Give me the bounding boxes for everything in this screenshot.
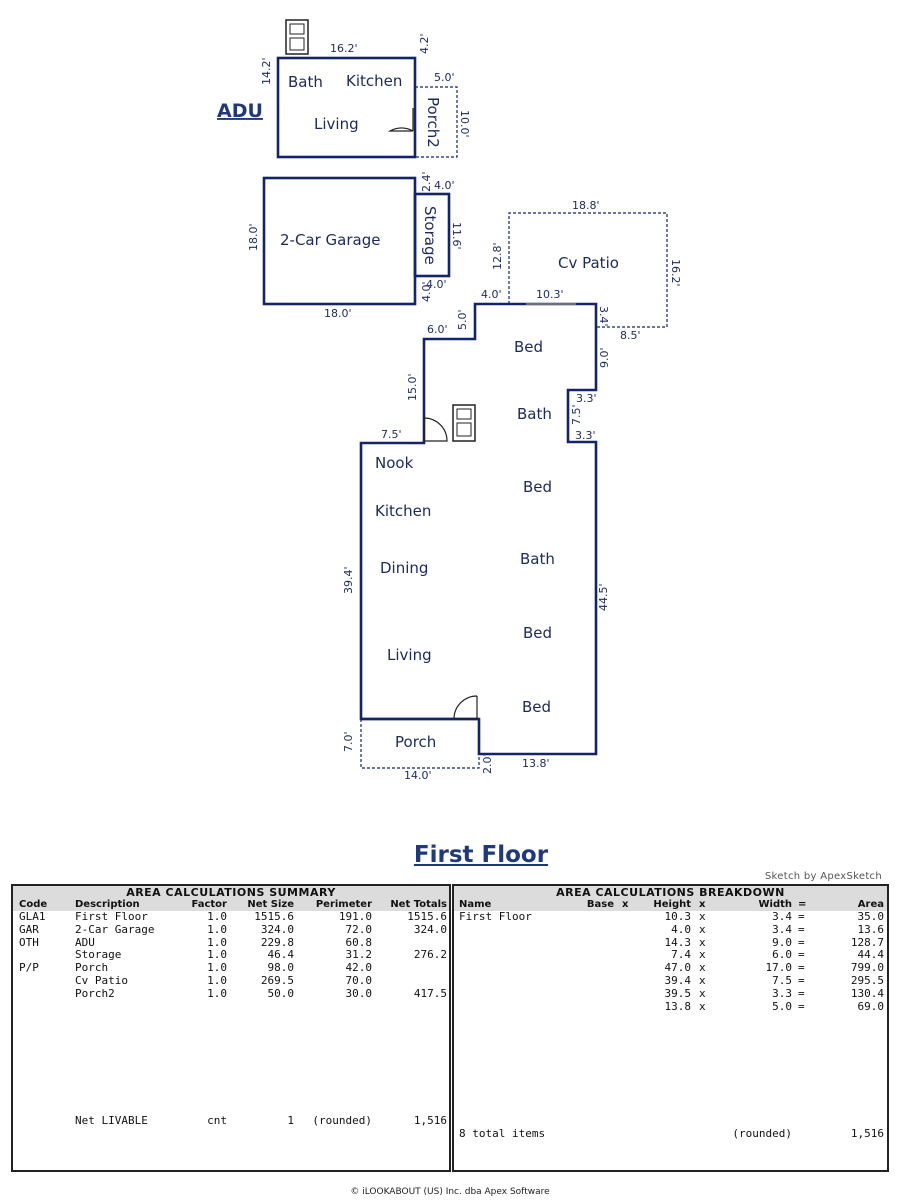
dim-patio-top: 18.8' <box>572 199 600 212</box>
net-livable-count: 1 <box>287 1114 294 1127</box>
breakdown-cell-eq: = <box>798 922 805 936</box>
bed1-label: Bed <box>514 338 544 356</box>
breakdown-cell-area: 295.5 <box>850 973 884 987</box>
dim-patio-right: 16.2' <box>669 259 682 287</box>
dim-porch-side: 7.0' <box>342 731 355 752</box>
dim-porch2-side: 10.0' <box>458 110 471 138</box>
adu-door-icon <box>390 108 413 131</box>
adu-living-label: Living <box>314 115 359 133</box>
breakdown-col-base: Base <box>586 899 614 910</box>
summary-cell-description: Storage <box>75 948 122 962</box>
summary-row <box>13 988 449 1001</box>
summary-cell-description: Porch <box>75 961 109 975</box>
garage-label: 2-Car Garage <box>280 231 381 249</box>
summary-cell-net-size: 269.5 <box>260 973 294 987</box>
breakdown-cell-area: 44.4 <box>857 948 884 962</box>
summary-cell-description: 2-Car Garage <box>75 922 155 936</box>
dim-adu-left: 14.2' <box>260 57 273 85</box>
dim-right-long: 44.5' <box>597 583 610 611</box>
breakdown-cell-height: 7.4 <box>671 948 691 962</box>
sketch-credit: Sketch by ApexSketch <box>764 871 882 882</box>
breakdown-cell-name: First Floor <box>459 910 532 923</box>
breakdown-cell-width: 3.4 <box>772 922 792 936</box>
adu-bath-label: Bath <box>288 73 323 91</box>
copyright-footer: © iLOOKABOUT (US) Inc. dba Apex Software <box>350 1187 550 1197</box>
dim-right-9: 9.0' <box>598 347 611 368</box>
kitchen-label: Kitchen <box>375 502 432 520</box>
summary-cell-factor: 1.0 <box>207 973 227 987</box>
summary-col-description: Description <box>75 899 140 910</box>
breakdown-cell-area: 130.4 <box>850 986 884 1000</box>
total-value: 1,516 <box>850 1127 884 1140</box>
dim-storage-side: 11.6' <box>450 222 463 250</box>
summary-col-net-totals: Net Totals <box>390 899 447 910</box>
breakdown-cell-width: 5.0 <box>772 999 792 1013</box>
breakdown-cell-area: 35.0 <box>857 910 884 923</box>
bed3-label: Bed <box>523 624 553 642</box>
dim-porch-bottom: 14.0' <box>404 769 432 782</box>
breakdown-row <box>454 975 887 988</box>
summary-cell-net-size: 98.0 <box>267 961 294 975</box>
dim-porch-step: 2.0' <box>481 753 494 774</box>
summary-row <box>13 975 449 988</box>
dim-bath-bottom: 3.3' <box>575 429 596 442</box>
bath1-label: Bath <box>517 405 552 423</box>
adu-kitchen-label: Kitchen <box>346 72 403 90</box>
dim-bottom-right: 13.8' <box>522 757 550 770</box>
dim-garage-bottom: 18.0' <box>324 307 352 320</box>
breakdown-cell-height: 13.8 <box>664 999 691 1013</box>
bed2-label: Bed <box>523 478 553 496</box>
summary-cell-perimeter: 70.0 <box>345 973 372 987</box>
dim-adu-right-small: 4.2' <box>418 33 431 54</box>
breakdown-cell-x: x <box>699 910 706 923</box>
dim-house-top-left: 4.0' <box>481 288 502 301</box>
breakdown-cell-eq: = <box>798 986 805 1000</box>
breakdown-total-row <box>454 1127 887 1141</box>
living-label: Living <box>387 646 432 664</box>
summary-row <box>13 924 449 937</box>
dim-nook-top: 7.5' <box>381 428 402 441</box>
breakdown-cell-x: x <box>699 922 706 936</box>
washer-dryer-icon <box>286 20 308 54</box>
cv-patio-label: Cv Patio <box>558 254 619 272</box>
breakdown-cell-height: 39.4 <box>664 973 691 987</box>
dim-wall-15: 15.0' <box>406 373 419 401</box>
breakdown-cell-height: 4.0 <box>671 922 691 936</box>
summary-cell-perimeter: 42.0 <box>345 961 372 975</box>
summary-cell-net-size: 324.0 <box>260 922 294 936</box>
bath2-label: Bath <box>520 550 555 568</box>
breakdown-cell-eq: = <box>798 999 805 1013</box>
floor-title: First Floor <box>413 842 549 868</box>
summary-cell-net-total: 324.0 <box>413 922 447 936</box>
summary-col-factor: Factor <box>191 899 227 910</box>
summary-cell-factor: 1.0 <box>207 986 227 1000</box>
summary-cell-net-size: 46.4 <box>267 948 294 962</box>
breakdown-cell-x: x <box>699 973 706 987</box>
summary-cell-perimeter: 60.8 <box>345 935 372 949</box>
breakdown-col-height: Height <box>653 899 691 910</box>
summary-cell-factor: 1.0 <box>207 961 227 975</box>
storage-label: Storage <box>421 206 439 265</box>
summary-row <box>13 911 449 924</box>
breakdown-cell-eq: = <box>798 935 805 949</box>
breakdown-row <box>454 1001 887 1014</box>
porch2-label: Porch2 <box>424 97 442 148</box>
dim-storage-bottom-b: 4.0' <box>420 281 433 302</box>
breakdown-row <box>454 924 887 937</box>
dim-house-top: 10.3' <box>536 288 564 301</box>
summary-cell-description: Porch2 <box>75 986 115 1000</box>
front-door-icon <box>454 696 477 719</box>
breakdown-cell-width: 9.0 <box>772 935 792 949</box>
breakdown-cell-height: 10.3 <box>664 910 691 923</box>
washer-dryer-icon <box>453 405 475 441</box>
summary-cell-factor: 1.0 <box>207 948 227 962</box>
summary-cell-perimeter: 72.0 <box>345 922 372 936</box>
porch-label: Porch <box>395 733 437 751</box>
summary-cell-perimeter: 31.2 <box>345 948 372 962</box>
dim-patio-step: 3.4' <box>597 306 610 327</box>
breakdown-cell-height: 47.0 <box>664 961 691 975</box>
breakdown-cell-x: x <box>699 948 706 962</box>
net-livable-label: Net LIVABLE <box>75 1114 148 1127</box>
summary-title: AREA CALCULATIONS SUMMARY <box>13 886 449 899</box>
summary-cell-description: Cv Patio <box>75 973 128 987</box>
summary-col-perimeter: Perimeter <box>315 899 372 910</box>
summary-cell-net-size: 50.0 <box>267 986 294 1000</box>
area-breakdown-table <box>452 884 889 1172</box>
summary-cell-code: GLA1 <box>19 910 46 923</box>
dim-patio-bottom: 8.5' <box>620 329 641 342</box>
breakdown-row <box>454 911 887 924</box>
side-door-icon <box>424 418 447 441</box>
summary-cell-code: P/P <box>19 961 39 975</box>
dim-step-b: 6.0' <box>427 323 448 336</box>
breakdown-col-name: Name <box>459 899 492 910</box>
net-livable-value: 1,516 <box>413 1114 447 1127</box>
dim-bath-side: 7.5' <box>570 404 583 425</box>
net-livable-unit: cnt <box>207 1114 227 1127</box>
breakdown-col-area: Area <box>857 899 884 910</box>
area-summary-table <box>11 884 451 1172</box>
breakdown-cell-width: 3.3 <box>772 986 792 1000</box>
dining-label: Dining <box>380 559 429 577</box>
breakdown-cell-eq: = <box>798 961 805 975</box>
dim-porch2-top: 5.0' <box>434 71 455 84</box>
dim-garage-left: 18.0' <box>247 223 260 251</box>
total-items: 8 total items <box>459 1127 546 1140</box>
net-livable-rounded: (rounded) <box>312 1114 372 1127</box>
dim-storage-bottom-a: 4.0' <box>426 278 447 291</box>
dim-patio-left: 12.8' <box>491 242 504 270</box>
breakdown-cell-x: x <box>699 935 706 949</box>
breakdown-col-width: Width <box>758 899 792 910</box>
dim-adu-top: 16.2' <box>330 42 358 55</box>
breakdown-cell-x: x <box>699 999 706 1013</box>
summary-col-net-size: Net Size <box>247 899 294 910</box>
summary-cell-factor: 1.0 <box>207 935 227 949</box>
summary-cell-net-size: 1515.6 <box>254 910 294 923</box>
summary-cell-description: First Floor <box>75 910 148 923</box>
breakdown-row <box>454 988 887 1001</box>
dim-left-long: 39.4' <box>342 566 355 594</box>
breakdown-cell-x: x <box>699 961 706 975</box>
breakdown-title: AREA CALCULATIONS BREAKDOWN <box>454 886 887 899</box>
summary-cell-net-total: 1515.6 <box>407 910 447 923</box>
summary-cell-code: OTH <box>19 935 39 949</box>
summary-cell-net-total: 276.2 <box>413 948 447 962</box>
adu-title: ADU <box>217 100 263 122</box>
breakdown-col-x1: x <box>622 899 629 910</box>
total-rounded: (rounded) <box>732 1127 792 1140</box>
dim-storage-top-a: 2.4' <box>420 171 433 192</box>
breakdown-cell-height: 39.5 <box>664 986 691 1000</box>
summary-cell-factor: 1.0 <box>207 910 227 923</box>
summary-cell-perimeter: 191.0 <box>338 910 372 923</box>
summary-cell-description: ADU <box>75 935 95 949</box>
breakdown-col-x2: x <box>699 899 706 910</box>
breakdown-cell-area: 128.7 <box>850 935 884 949</box>
breakdown-col-eq: = <box>798 899 807 910</box>
breakdown-cell-height: 14.3 <box>664 935 691 949</box>
breakdown-cell-area: 799.0 <box>850 961 884 975</box>
first-floor-outline <box>361 304 596 754</box>
summary-cell-net-total: 417.5 <box>413 986 447 1000</box>
summary-cell-perimeter: 30.0 <box>345 986 372 1000</box>
breakdown-cell-area: 69.0 <box>857 999 884 1013</box>
summary-cell-net-size: 229.8 <box>260 935 294 949</box>
breakdown-cell-area: 13.6 <box>857 922 884 936</box>
breakdown-cell-width: 17.0 <box>765 961 792 975</box>
net-livable-row <box>13 1114 449 1128</box>
dim-bath-top: 3.3' <box>576 392 597 405</box>
breakdown-cell-width: 6.0 <box>772 948 792 962</box>
breakdown-cell-eq: = <box>798 948 805 962</box>
dim-step-a: 5.0' <box>456 309 469 330</box>
summary-cell-code: GAR <box>19 922 39 936</box>
bed4-label: Bed <box>522 698 552 716</box>
summary-cell-factor: 1.0 <box>207 922 227 936</box>
breakdown-cell-eq: = <box>798 973 805 987</box>
dim-storage-top-b: 4.0' <box>434 179 455 192</box>
breakdown-cell-width: 7.5 <box>772 973 792 987</box>
breakdown-cell-x: x <box>699 986 706 1000</box>
summary-col-code: Code <box>19 899 48 910</box>
breakdown-cell-width: 3.4 <box>772 910 792 923</box>
breakdown-cell-eq: = <box>798 910 805 923</box>
nook-label: Nook <box>375 454 414 472</box>
